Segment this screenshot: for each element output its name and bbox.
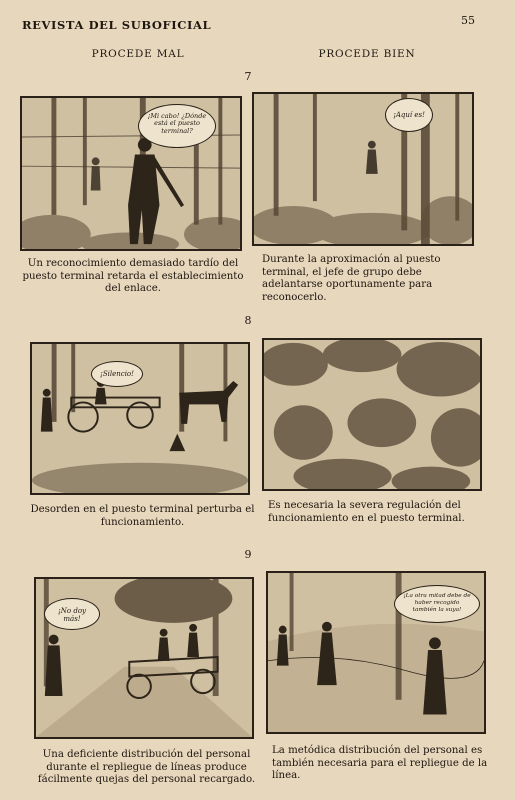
caption-9-wrong: Una deficiente distribución del personal durante el repliegue de líneas produce fácilmente quejas del personal recargado.: [37, 749, 256, 785]
running-title: REVISTA DEL SUBOFICIAL: [22, 18, 212, 32]
page-number: 55: [461, 14, 475, 27]
speech-bubble-7-right: ¡Aquí es!: [385, 98, 433, 132]
speech-bubble-8-wrong: ¡Silencio!: [91, 361, 143, 387]
column-heading-right: PROCEDE BIEN: [318, 48, 416, 60]
caption-8-wrong: Desorden en el puesto terminal perturba el funcionamiento.: [30, 504, 255, 528]
caption-7-right: Durante la aproximación al puesto terminal, el jefe de grupo debe adelantarse oportunamente para reconocerlo.: [262, 254, 441, 303]
plate-number-8: 8: [244, 314, 252, 327]
column-heading-wrong: PROCEDE MAL: [91, 48, 185, 60]
caption-7-wrong: Un reconocimiento demasiado tardío del puesto terminal retarda el establecimiento del enlace.: [22, 258, 244, 294]
speech-bubble-7-wrong: ¡Mi cabo! ¿Dónde está el puesto terminal?: [138, 104, 216, 148]
caption-9-right: La metódica distribución del personal es también necesaria para el repliegue de la línea.: [272, 745, 488, 781]
speech-bubble-9-wrong: ¡No doy más!: [44, 598, 100, 630]
illustration-8-right: [262, 338, 482, 491]
illustration-8-wrong: [30, 342, 250, 495]
plate-number-7: 7: [244, 70, 252, 83]
speech-bubble-9-right: ¡La otra mitad debe de haber recogido también la suya!: [394, 585, 480, 623]
plate-number-9: 9: [244, 548, 252, 561]
caption-8-right: Es necesaria la severa regulación del funcionamiento en el puesto terminal.: [268, 500, 465, 524]
illustration-7-right: [252, 92, 474, 246]
